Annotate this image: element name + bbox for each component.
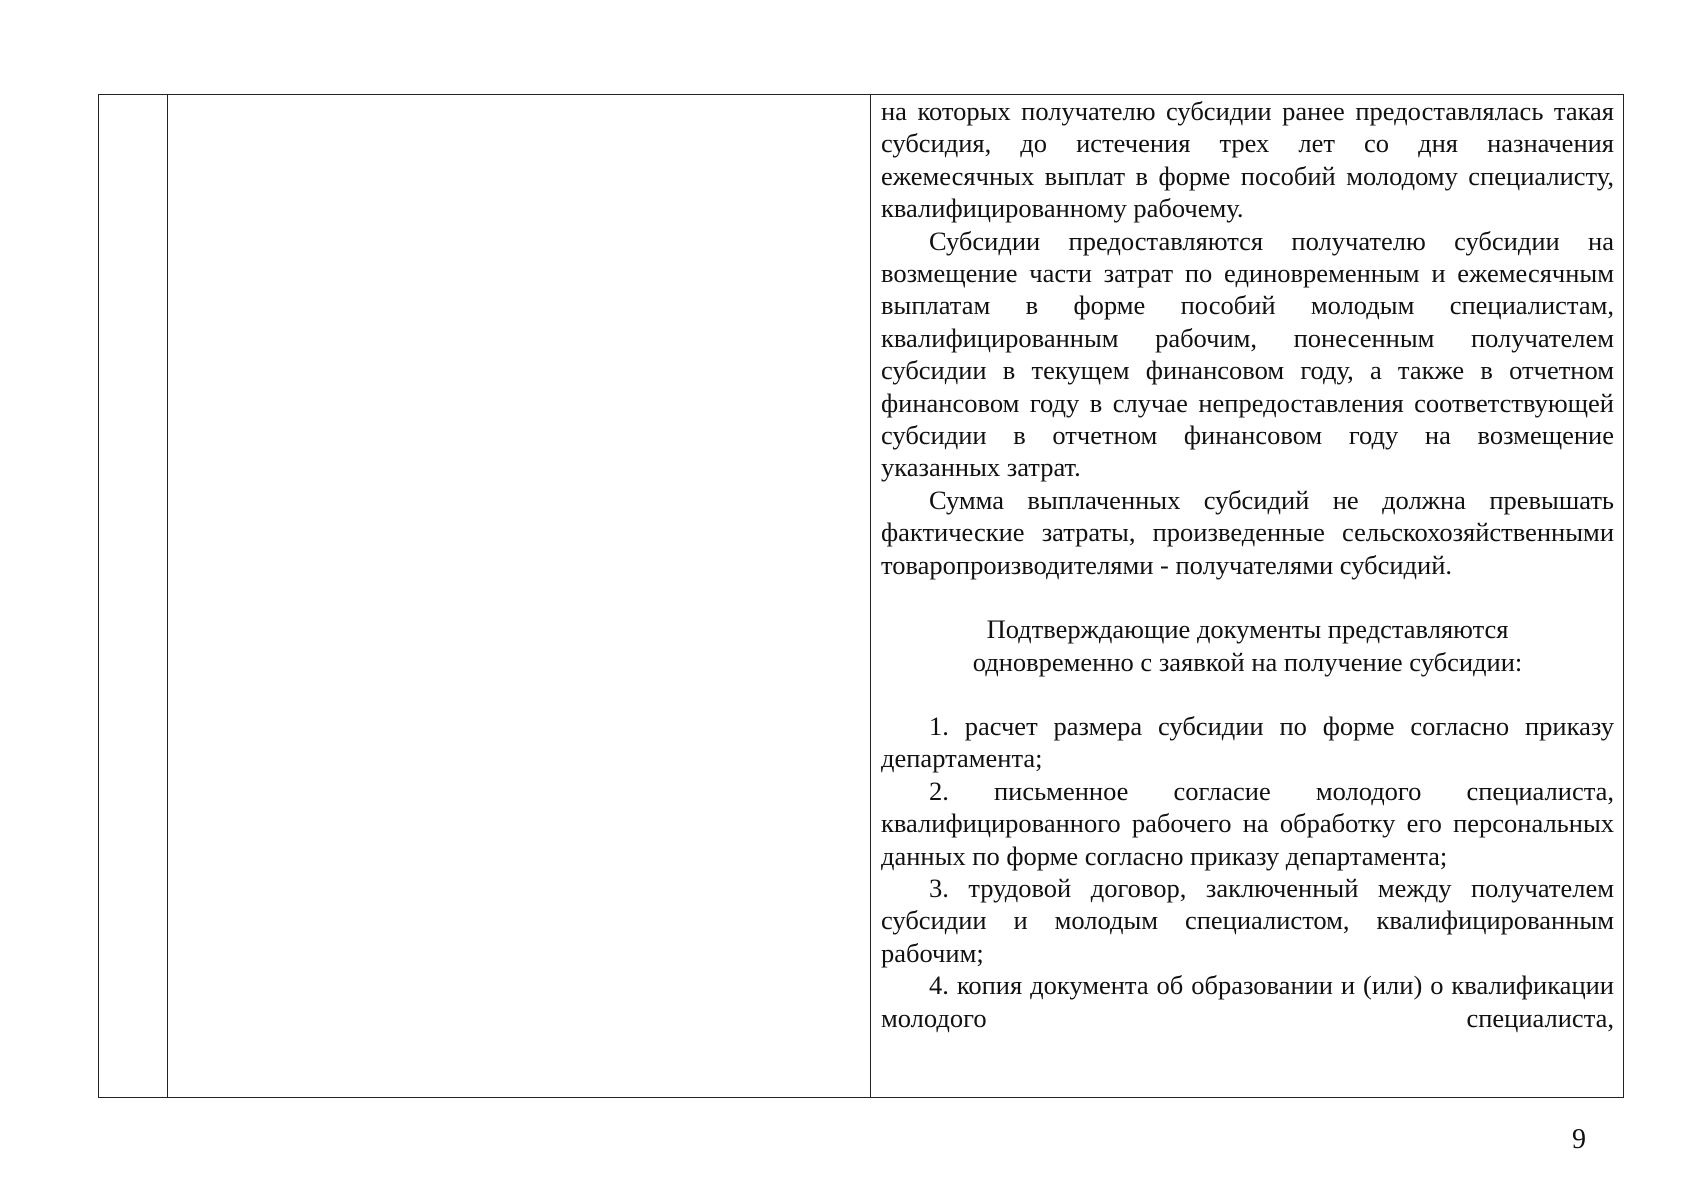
continuation-paragraph: на которых получателю субсидии ранее предоставлялась такая субсидия, до истечения трех лет со дня назначения ежемесячных выплат в форме пособий молодому специалисту, квалифицированному рабочему. <box>881 96 1614 224</box>
page-number: 9 <box>1572 1124 1586 1155</box>
table-cell-text <box>881 95 1614 1034</box>
documents-heading-line-1: Подтверждающие документы представляются <box>986 614 1509 645</box>
subsidy-sum-paragraph: Сумма выплаченных субсидий не должна превышать фактические затраты, произведенные сельскохозяйственными товаропроизводителями - получателями субсидий. <box>881 484 1614 580</box>
table-column-divider <box>167 95 168 1097</box>
documents-heading-line-2: одновременно с заявкой на получение субсидии: <box>972 646 1523 677</box>
list-item: 1. расчет размера субсидии по форме согласно приказу департамента; <box>881 710 1614 774</box>
subsidies-paragraph: Субсидии предоставляются получателю субсидии на возмещение части затрат по единовременным и ежемесячным выплатам в форме пособий молодым специалистам, квалифицированным рабочим, понесенным получателем субсидии в текущем финансовом году, а также в отчетном финансовом году в случае непредоставления соответствующей субсидии в отчетном финансовом году на возмещение указанных затрат. <box>881 225 1614 483</box>
list-item: 4. копия документа об образовании и (или) о квалификации молодого специалиста, <box>881 970 1614 1033</box>
table-column-divider <box>870 95 871 1097</box>
spacer <box>881 678 1614 710</box>
spacer <box>881 581 1614 613</box>
list-item: 3. трудовой договор, заключенный между получателем субсидии и молодым специалистом, квалифицированным рабочим; <box>881 872 1614 968</box>
list-item: 2. письменное согласие молодого специалиста, квалифицированного рабочего на обработку его персональных данных по форме согласно приказу департамента; <box>881 775 1614 871</box>
document-table <box>98 94 1624 1098</box>
